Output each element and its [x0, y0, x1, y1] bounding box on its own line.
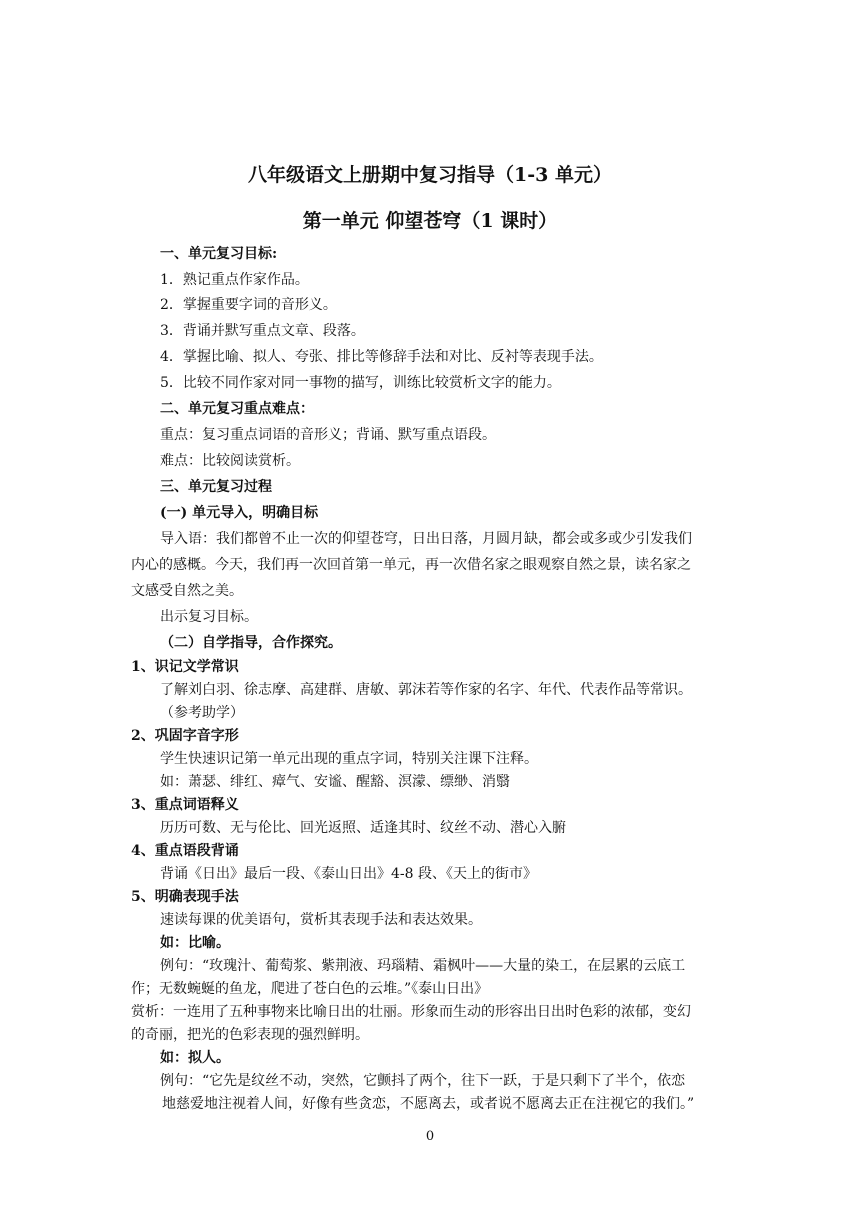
- goal-item: 5．比较不同作家对同一事物的描写，训练比较赏析文字的能力。: [160, 375, 561, 391]
- paragraph-line: 难点：比较阅读赏析。: [160, 453, 300, 469]
- subsection-heading: （二）自学指导，合作探究。: [160, 635, 342, 651]
- subsection-heading: (一) 单元导入，明确目标: [160, 505, 319, 521]
- paragraph-line: （参考助学）: [160, 705, 244, 721]
- page-number: 0: [425, 1129, 435, 1144]
- paragraph-line: 的奇丽，把光的色彩表现的强烈鲜明。: [131, 1027, 369, 1043]
- item-heading: 2、巩固字音字形: [131, 728, 239, 744]
- item-heading: 4、重点语段背诵: [131, 843, 239, 859]
- paragraph-line: 例句：“玫瑰汁、葡萄浆、紫荆液、玛瑙精、霜枫叶——大量的染工，在层累的云底工: [160, 958, 686, 974]
- item-heading: 1、识记文学常识: [131, 659, 239, 675]
- section-heading: 二、单元复习重点难点：: [160, 401, 314, 417]
- section-heading: 三、单元复习过程: [160, 479, 272, 495]
- example-label: 如：拟人。: [160, 1050, 230, 1066]
- paragraph-line: 如：萧瑟、绯红、瘴气、安谧、醒豁、溟濛、缥缈、消翳: [160, 774, 510, 790]
- goal-item: 1．熟记重点作家作品。: [160, 272, 309, 288]
- paragraph-line: 文感受自然之美。: [131, 583, 243, 599]
- paragraph-line: 了解刘白羽、徐志摩、高建群、唐敏、郭沫若等作家的名字、年代、代表作品等常识。: [160, 682, 692, 698]
- item-heading: 5、明确表现手法: [131, 889, 239, 905]
- section-heading: 一、单元复习目标:: [160, 246, 278, 262]
- paragraph-line: 作；无数蜿蜒的鱼龙，爬进了苍白色的云堆。”《泰山日出》: [131, 981, 489, 997]
- paragraph-line: 内心的感概。今天，我们再一次回首第一单元，再一次借名家之眼观察自然之景，读名家之: [131, 557, 691, 573]
- paragraph-line: 赏析：一连用了五种事物来比喻日出的壮丽。形象而生动的形容出日出时色彩的浓郁，变幻: [131, 1004, 691, 1020]
- goal-item: 3．背诵并默写重点文章、段落。: [160, 323, 365, 339]
- paragraph-line: 例句：“它先是纹丝不动，突然，它颤抖了两个，往下一跃，于是只剩下了半个，依恋: [160, 1073, 686, 1089]
- paragraph-line: 重点：复习重点词语的音形义；背诵、默写重点语段。: [160, 427, 496, 443]
- goal-item: 2．掌握重要字词的音形义。: [160, 297, 337, 313]
- paragraph-line: 出示复习目标。: [160, 609, 258, 625]
- paragraph-line: 学生快速识记第一单元出现的重点字词，特别关注课下注释。: [160, 751, 538, 767]
- paragraph-line: 背诵《日出》最后一段、《泰山日出》4-8 段、《天上的街市》: [160, 866, 537, 882]
- goal-item: 4．掌握比喻、拟人、夸张、排比等修辞手法和对比、反衬等表现手法。: [160, 349, 603, 365]
- document-title: 八年级语文上册期中复习指导（1-3 单元）: [248, 164, 612, 186]
- paragraph-line: 导入语：我们都曾不止一次的仰望苍穹，日出日落，月圆月缺，都会或多或少引发我们: [160, 531, 692, 547]
- unit-title: 第一单元 仰望苍穹（1 课时）: [302, 210, 558, 232]
- paragraph-line: 历历可数、无与伦比、回光返照、适逢其时、纹丝不动、潜心入腑: [160, 820, 566, 836]
- item-heading: 3、重点词语释义: [131, 797, 239, 813]
- paragraph-line: 速读每课的优美语句，赏析其表现手法和表达效果。: [160, 912, 482, 928]
- paragraph-line: 地慈爱地注视着人间，好像有些贪恋，不愿离去，或者说不愿离去正在注视它的我们。”: [162, 1096, 695, 1112]
- example-label: 如：比喻。: [160, 935, 230, 951]
